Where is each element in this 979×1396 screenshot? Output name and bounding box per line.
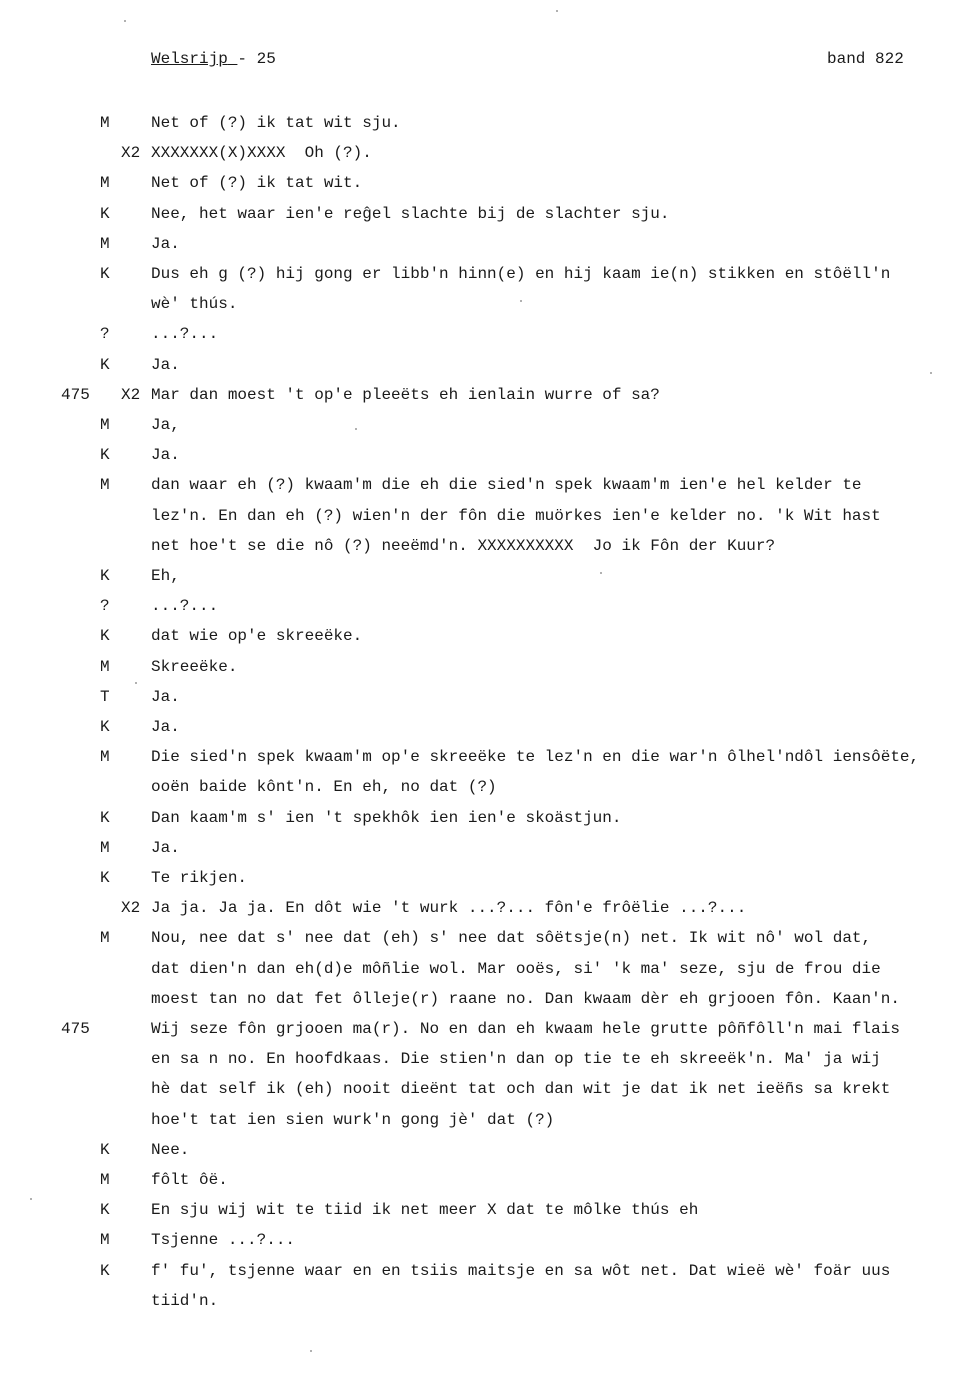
utterance-text: tiid'n.: [151, 1292, 219, 1310]
utterance-text: fôlt ôë.: [151, 1171, 228, 1189]
speaker-label: M: [100, 748, 110, 766]
transcript-line: [0, 144, 979, 174]
transcript-line: [0, 688, 979, 718]
transcript-line: [0, 356, 979, 386]
utterance-text: ...?...: [151, 597, 219, 615]
speaker-label: K: [100, 1262, 110, 1280]
transcript-line: [0, 537, 979, 567]
speaker-label: T: [100, 688, 110, 706]
speaker-label: M: [100, 416, 110, 434]
transcript-line: [0, 507, 979, 537]
speaker-label: X2: [121, 144, 141, 162]
paper-speck: [310, 1350, 312, 1352]
speaker-label: K: [100, 627, 110, 645]
transcript-line: [0, 627, 979, 657]
speaker-label: M: [100, 839, 110, 857]
transcript-line: [0, 476, 979, 506]
page-header-title: [151, 50, 276, 68]
paper-speck: [930, 372, 932, 374]
utterance-text: hè dat self ik (eh) nooit dieënt tat och dan wit je dat ik net ieëñs sa krekt: [151, 1080, 891, 1098]
transcript-line: [0, 1171, 979, 1201]
header-title: Welsrijp: [151, 50, 228, 68]
utterance-text: Wij seze fôn grjooen ma(r). No en dan eh kwaam hele grutte pôñfôll'n mai flais: [151, 1020, 900, 1038]
utterance-text: dat dien'n dan eh(d)e môñlie wol. Mar ooës, si' 'k ma' seze, sju de frou die: [151, 960, 881, 978]
speaker-label: K: [100, 205, 110, 223]
transcript-line: [0, 1292, 979, 1322]
transcript-line: [0, 839, 979, 869]
utterance-text: dan waar eh (?) kwaam'm die eh die sied'n spek kwaam'm ien'e hel kelder te: [151, 476, 862, 494]
paper-speck: [556, 10, 558, 12]
speaker-label: K: [100, 265, 110, 283]
utterance-text: Die sied'n spek kwaam'm op'e skreeëke te lez'n en die war'n ôlhel'ndôl iensôëte,: [151, 748, 920, 766]
utterance-text: en sa n no. En hoofdkaas. Die stien'n dan op tie te eh skreeëk'n. Ma' ja wij: [151, 1050, 881, 1068]
speaker-label: X2: [121, 899, 141, 917]
line-number: 475: [61, 1020, 90, 1038]
transcript-line: [0, 174, 979, 204]
speaker-label: M: [100, 929, 110, 947]
utterance-text: Ja ja. Ja ja. En dôt wie 't wurk ...?... fôn'e frôëlie ...?...: [151, 899, 747, 917]
paper-speck: [30, 1198, 32, 1200]
paper-speck: [355, 428, 357, 430]
speaker-label: K: [100, 718, 110, 736]
utterance-text: Ja.: [151, 839, 180, 857]
utterance-text: wè' thús.: [151, 295, 238, 313]
paper-speck: [135, 682, 137, 684]
utterance-text: hoe't tat ien sien wurk'n gong jè' dat (?): [151, 1111, 555, 1129]
utterance-text: Ja.: [151, 235, 180, 253]
speaker-label: M: [100, 476, 110, 494]
transcript-line: [0, 416, 979, 446]
utterance-text: Nee.: [151, 1141, 190, 1159]
transcript-line: [0, 1080, 979, 1110]
utterance-text: Ja.: [151, 446, 180, 464]
utterance-text: ooën baide kônt'n. En eh, no dat (?): [151, 778, 497, 796]
utterance-text: Nou, nee dat s' nee dat (eh) s' nee dat sôëtsje(n) net. Ik wit nô' wol dat,: [151, 929, 872, 947]
transcript-line: [0, 446, 979, 476]
speaker-label: ?: [100, 597, 110, 615]
transcript-line: [0, 1050, 979, 1080]
transcript-line: [0, 658, 979, 688]
speaker-label: K: [100, 567, 110, 585]
transcript-line: [0, 929, 979, 959]
line-number: 475: [61, 386, 90, 404]
speaker-label: M: [100, 658, 110, 676]
transcript-line: [0, 778, 979, 808]
speaker-label: K: [100, 869, 110, 887]
transcript-line: [0, 1141, 979, 1171]
transcript-line: [0, 1262, 979, 1292]
utterance-text: lez'n. En dan eh (?) wien'n der fôn die muörkes ien'e kelder no. 'k Wit hast: [151, 507, 881, 525]
speaker-label: M: [100, 114, 110, 132]
speaker-label: K: [100, 1201, 110, 1219]
utterance-text: f' fu', tsjenne waar en en tsiis maitsje en sa wôt net. Dat wieë wè' foär uus: [151, 1262, 891, 1280]
utterance-text: net hoe't se die nô (?) neeëmd'n. XXXXXXXXXX Jo ik Fôn der Kuur?: [151, 537, 776, 555]
header-band-number: band 822: [827, 50, 904, 68]
transcript-line: [0, 325, 979, 355]
utterance-text: Dan kaam'm s' ien 't spekhôk ien ien'e skoästjun.: [151, 809, 622, 827]
speaker-label: K: [100, 356, 110, 374]
transcript-line: [0, 235, 979, 265]
speaker-label: X2: [121, 386, 141, 404]
transcript-line: [0, 265, 979, 295]
utterance-text: Dus eh g (?) hij gong er libb'n hinn(e) en hij kaam ie(n) stikken en stôëll'n: [151, 265, 891, 283]
utterance-text: dat wie op'e skreeëke.: [151, 627, 363, 645]
transcript-line: [0, 597, 979, 627]
transcript-line: [0, 899, 979, 929]
paper-speck: [600, 572, 602, 574]
transcript-line: [0, 1111, 979, 1141]
transcript-line: [0, 960, 979, 990]
speaker-label: M: [100, 174, 110, 192]
utterance-text: Skreeëke.: [151, 658, 238, 676]
speaker-label: M: [100, 235, 110, 253]
utterance-text: Net of (?) ik tat wit sju.: [151, 114, 401, 132]
speaker-label: K: [100, 1141, 110, 1159]
utterance-text: Nee, het waar ien'e reĝel slachte bij de slachter sju.: [151, 205, 670, 223]
transcript-line: [0, 809, 979, 839]
transcript-line: [0, 205, 979, 235]
utterance-text: Net of (?) ik tat wit.: [151, 174, 363, 192]
paper-speck: [124, 20, 126, 22]
transcript-line: [0, 748, 979, 778]
transcript-line: [0, 295, 979, 325]
utterance-text: Ja.: [151, 688, 180, 706]
speaker-label: M: [100, 1171, 110, 1189]
speaker-label: K: [100, 446, 110, 464]
utterance-text: En sju wij wit te tiid ik net meer X dat te môlke thús eh: [151, 1201, 699, 1219]
utterance-text: Ja.: [151, 356, 180, 374]
utterance-text: Eh,: [151, 567, 180, 585]
utterance-text: Ja.: [151, 718, 180, 736]
utterance-text: Ja,: [151, 416, 180, 434]
speaker-label: M: [100, 1231, 110, 1249]
transcript-line: [0, 567, 979, 597]
transcript-line: [0, 1201, 979, 1231]
transcript-line: [0, 1231, 979, 1261]
speaker-label: ?: [100, 325, 110, 343]
utterance-text: Tsjenne ...?...: [151, 1231, 296, 1249]
speaker-label: K: [100, 809, 110, 827]
utterance-text: moest tan no dat fet ôlleje(r) raane no. Dan kwaam dèr eh grjooen fôn. Kaan'n.: [151, 990, 900, 1008]
paper-speck: [520, 300, 522, 302]
transcript-line: [0, 990, 979, 1020]
transcript-line: [0, 386, 979, 416]
transcript-line: [0, 1020, 979, 1050]
utterance-text: Te rikjen.: [151, 869, 248, 887]
utterance-text: Mar dan moest 't op'e pleeëts eh ienlain wurre of sa?: [151, 386, 660, 404]
transcript-line: [0, 114, 979, 144]
transcript-line: [0, 718, 979, 748]
header-page-number: - 25: [237, 50, 276, 68]
utterance-text: XXXXXXX(X)XXXX Oh (?).: [151, 144, 372, 162]
transcript-line: [0, 869, 979, 899]
utterance-text: ...?...: [151, 325, 219, 343]
